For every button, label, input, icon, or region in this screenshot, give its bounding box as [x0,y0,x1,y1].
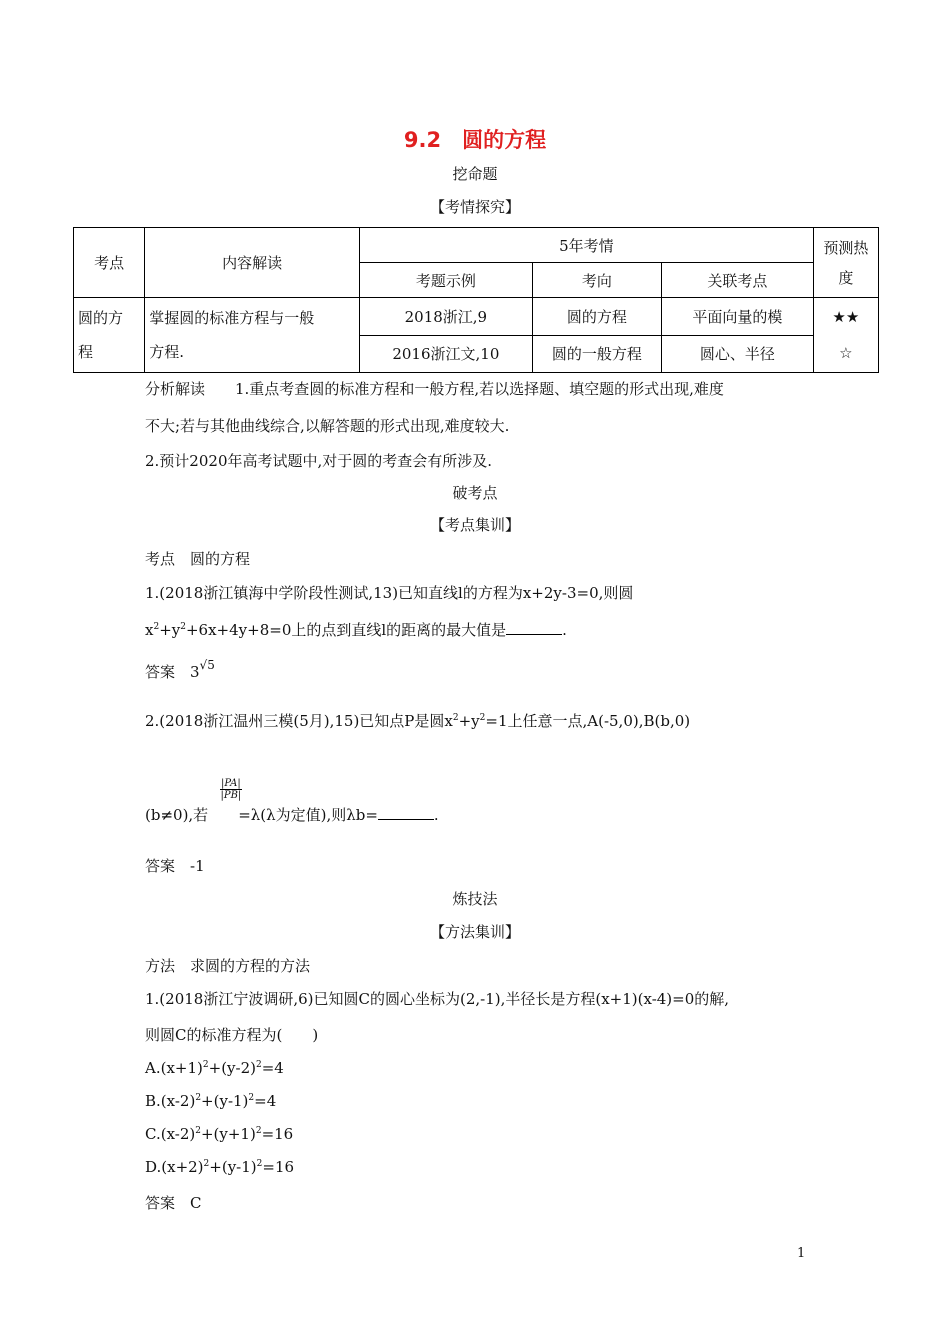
page-number: 1 [797,1246,806,1261]
subsection-heading-kaodian: 【考点集训】 [429,516,520,534]
subsection-heading-fangfa: 【方法集训】 [429,923,520,941]
option-b: $B.(x-2)^2+(y-1)^2=4$ [145,1092,277,1110]
question-3-line-2: 则圆C的标准方程为( ) [145,1026,319,1044]
section-heading-pokaodian: 破考点 [452,484,498,502]
exam-analysis-table [73,227,879,373]
header-yuce: 预测热 度 [813,228,878,298]
question-2-line-1: 2.(2018浙江温州三模(5月),15)已知点P是圆$x^2+y^2=1$上任意一点,A(-5,0),B(b,0) [145,712,691,730]
option-d: $D.(x+2)^2+(y-1)^2=16$ [145,1158,295,1176]
page-title: 9.2 圆的方程 [403,128,547,152]
kaodian-label: 考点 圆的方程 [145,550,251,568]
question-3-answer: 答案 C [145,1194,202,1212]
header-direction: 考向 [532,263,661,298]
analysis-line-3: 2.预计2020年高考试题中,对于圆的考查会有所涉及. [145,452,493,470]
cell-example-1: 2018浙江,9 [360,298,533,335]
answer-blank [506,620,562,635]
analysis-line-1: 分析解读 1.重点考查圆的标准方程和一般方程,若以选择题、填空题的形式出现,难度 [145,380,724,398]
question-1-line-2: $x^2+y^2+6x+4y+8=0$上的点到直线l的距离的最大值是 . [145,621,567,639]
question-3-line-1: 1.(2018浙江宁波调研,6)已知圆C的圆心坐标为(2,-1),半径长是方程(x+1)(x-4)=0的解, [145,990,730,1008]
section-heading-lianjifa: 炼技法 [452,890,498,908]
answer-blank [378,805,434,820]
cell-heat: ★★ ☆ [813,298,878,373]
option-c: $C.(x-2)^2+(y+1)^2=16$ [145,1125,294,1143]
option-a: $A.(x+1)^2+(y-2)^2=4$ [145,1059,284,1077]
question-1-line-1: 1.(2018浙江镇海中学阶段性测试,13)已知直线l的方程为x+2y-3=0,则圆 [145,584,634,602]
cell-related-1: 平面向量的模 [662,298,814,335]
subsection-heading-kaoqing: 【考情探究】 [429,198,520,216]
section-heading-wamingti: 挖命题 [452,165,498,183]
cell-neirong: 掌握圆的标准方程与一般 方程. [145,298,360,373]
question-2-answer: 答案 -1 [145,857,205,875]
analysis-line-2: 不大;若与其他曲线综合,以解答题的形式出现,难度较大. [145,417,510,435]
fraction-pa-pb: $\frac{|PA|}{|PB|}$ [220,778,242,801]
question-1-answer: 答案 $3^{√5}$ [145,658,215,681]
header-kaodian: 考点 [74,228,145,298]
method-label: 方法 求圆的方程的方法 [145,957,311,975]
question-2-line-2: (b≠0),若 =λ(λ为定值),则λb= . [145,806,439,824]
header-5year: 5年考情 [360,228,814,263]
header-related: 关联考点 [662,263,814,298]
cell-direction-1: 圆的方程 [532,298,661,335]
header-example: 考题示例 [360,263,533,298]
header-neirong: 内容解读 [145,228,360,298]
cell-example-2: 2016浙江文,10 [360,335,533,372]
cell-kaodian: 圆的方 程 [74,298,145,373]
cell-related-2: 圆心、半径 [662,335,814,372]
cell-direction-2: 圆的一般方程 [532,335,661,372]
